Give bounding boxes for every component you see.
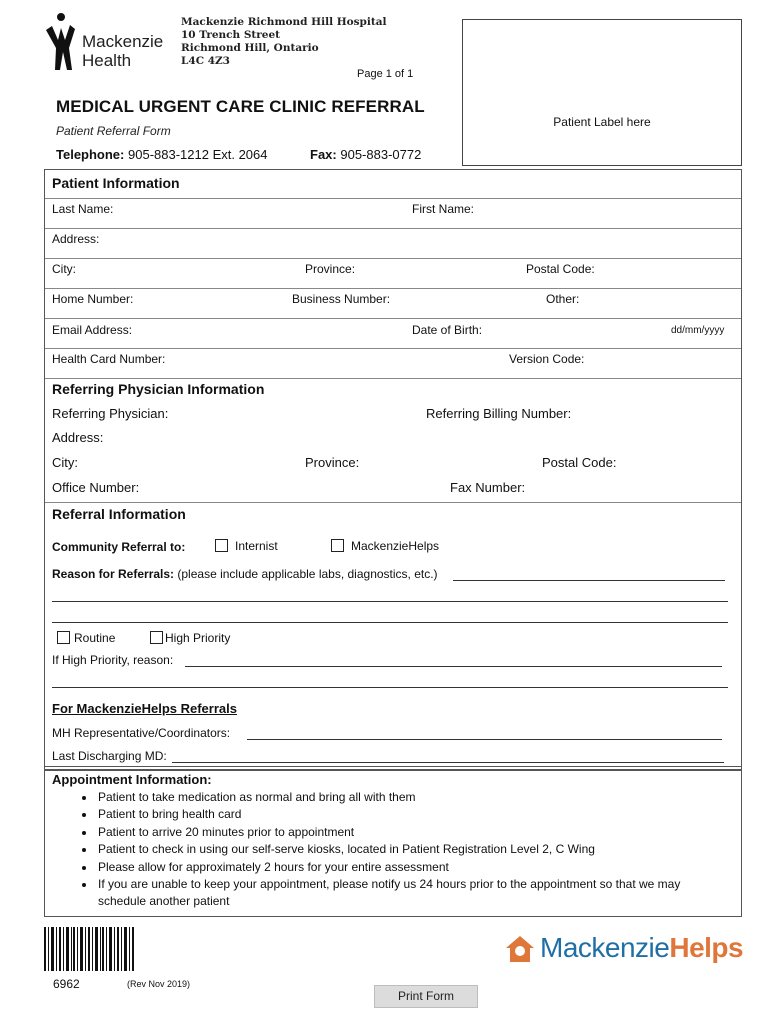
mackenziehelps-checkbox[interactable] xyxy=(331,539,344,552)
logo-line1: Mackenzie xyxy=(82,32,164,51)
home-number-label: Home Number: xyxy=(52,292,134,306)
appointment-item: • Patient to bring health card xyxy=(96,806,731,823)
dob-label: Date of Birth: xyxy=(412,323,483,337)
form-subtitle: Patient Referral Form xyxy=(56,124,171,138)
high-priority-reason-line-2[interactable] xyxy=(52,687,728,688)
dob-format: dd/mm/yyyy xyxy=(671,325,725,336)
telephone-label: Telephone: xyxy=(56,147,125,162)
brand-mackenzie: Mackenzie xyxy=(540,932,670,963)
last-md-label: Last Discharging MD: xyxy=(52,749,167,763)
form-body xyxy=(44,169,742,771)
row-city[interactable] xyxy=(45,258,741,289)
mh-referrals-heading: For MackenzieHelps Referrals xyxy=(52,701,237,716)
postal-code-label: Postal Code: xyxy=(526,262,595,276)
referral-info-section xyxy=(45,502,741,767)
first-name-label: First Name: xyxy=(412,202,475,216)
physician-city-label[interactable]: City: xyxy=(52,455,78,470)
internist-option[interactable] xyxy=(215,539,278,553)
fax-number-label[interactable]: Fax Number: xyxy=(450,480,526,495)
version-code-label: Version Code: xyxy=(509,352,585,366)
mh-rep-line[interactable] xyxy=(247,739,722,740)
appointment-item: • Please allow for approximately 2 hours for your entire assessment xyxy=(96,859,731,876)
reason-line xyxy=(52,567,438,581)
telephone-value: 905-883-1212 Ext. 2064 xyxy=(128,147,268,162)
telephone-line xyxy=(56,147,268,162)
barcode-icon xyxy=(44,927,136,971)
reason-input-line-2[interactable] xyxy=(52,601,728,602)
health-card-label: Health Card Number: xyxy=(52,352,166,366)
patient-label-text: Patient Label here xyxy=(553,115,651,129)
physician-info-heading: Referring Physician Information xyxy=(52,381,265,397)
office-number-label[interactable]: Office Number: xyxy=(52,480,140,495)
row-address[interactable] xyxy=(45,228,741,259)
referral-info-heading: Referral Information xyxy=(52,506,186,522)
physician-address-label[interactable]: Address: xyxy=(52,430,104,445)
high-priority-checkbox[interactable] xyxy=(150,631,163,644)
physician-postal-label[interactable]: Postal Code: xyxy=(542,455,617,470)
internist-text: Internist xyxy=(235,539,278,553)
billing-number-label[interactable]: Referring Billing Number: xyxy=(426,406,572,421)
mh-rep-label: MH Representative/Coordinators: xyxy=(52,726,231,740)
mackenzie-health-logo xyxy=(42,12,162,74)
mackenziehelps-option[interactable] xyxy=(331,539,439,553)
revision: (Rev Nov 2019) xyxy=(127,979,191,989)
reason-input-line-3[interactable] xyxy=(52,622,728,623)
appointment-item: • Patient to arrive 20 minutes prior to appointment xyxy=(96,824,731,841)
province-label: Province: xyxy=(305,262,356,276)
high-priority-reason-line[interactable] xyxy=(185,666,722,667)
patient-label-box xyxy=(462,19,742,166)
email-label: Email Address: xyxy=(52,323,133,337)
routine-checkbox[interactable] xyxy=(57,631,70,644)
row-health-card[interactable] xyxy=(45,348,741,379)
appointment-list xyxy=(52,789,731,911)
high-priority-option[interactable] xyxy=(150,631,230,645)
logo-line2: Health xyxy=(82,51,132,70)
row-name[interactable] xyxy=(45,198,741,229)
other-label: Other: xyxy=(546,292,580,306)
reason-hint: (please include applicable labs, diagnostics, etc.) xyxy=(177,567,438,581)
appointment-info-box xyxy=(44,769,742,917)
person-figure-icon xyxy=(42,12,78,74)
appointment-item: • If you are unable to keep your appointment, please notify us 24 hours prior to the appointment so that we may schedule another patient xyxy=(96,876,731,911)
routine-option[interactable] xyxy=(57,631,115,645)
row-email[interactable] xyxy=(45,318,741,349)
routine-text: Routine xyxy=(74,631,116,645)
appointment-item: • Patient to take medication as normal and bring all with them xyxy=(96,789,731,806)
reason-label: Reason for Referrals: xyxy=(52,567,175,581)
hospital-postal: L4C 4Z3 xyxy=(181,55,230,67)
mackenziehelps-text: MackenzieHelps xyxy=(351,539,440,553)
physician-info-section xyxy=(45,378,741,503)
hospital-street: 10 Trench Street xyxy=(181,29,281,41)
reason-input-line-1[interactable] xyxy=(453,580,725,581)
last-md-line[interactable] xyxy=(172,762,724,763)
brand-helps: Helps xyxy=(669,932,744,963)
high-priority-reason-label: If High Priority, reason: xyxy=(52,653,174,667)
hospital-name: Mackenzie Richmond Hill Hospital xyxy=(181,16,387,28)
community-referral-label: Community Referral to: xyxy=(52,540,186,554)
fax-value: 905-883-0772 xyxy=(340,147,422,162)
last-name-label: Last Name: xyxy=(52,202,114,216)
high-priority-text: High Priority xyxy=(165,631,231,645)
referring-physician-label[interactable]: Referring Physician: xyxy=(52,406,169,421)
appointment-heading: Appointment Information: xyxy=(52,772,212,787)
patient-info-heading: Patient Information xyxy=(52,175,180,191)
page-number: Page 1 of 1 xyxy=(357,68,414,80)
print-form-button[interactable]: Print Form xyxy=(374,985,478,1008)
row-phone[interactable] xyxy=(45,288,741,319)
form-title: MEDICAL URGENT CARE CLINIC REFERRAL xyxy=(56,97,425,116)
address-label: Address: xyxy=(52,232,100,246)
form-number: 6962 xyxy=(53,977,80,991)
internist-checkbox[interactable] xyxy=(215,539,228,552)
city-label: City: xyxy=(52,262,76,276)
patient-info-header xyxy=(45,170,741,199)
hospital-city: Richmond Hill, Ontario xyxy=(181,42,319,54)
fax-line xyxy=(310,147,421,162)
hospital-address xyxy=(181,16,387,68)
house-icon xyxy=(504,934,536,964)
business-number-label: Business Number: xyxy=(292,292,391,306)
physician-province-label[interactable]: Province: xyxy=(305,455,360,470)
appointment-item: • Patient to check in using our self-serve kiosks, located in Patient Registration Level 2, C Wing xyxy=(96,841,731,858)
fax-label: Fax: xyxy=(310,147,337,162)
